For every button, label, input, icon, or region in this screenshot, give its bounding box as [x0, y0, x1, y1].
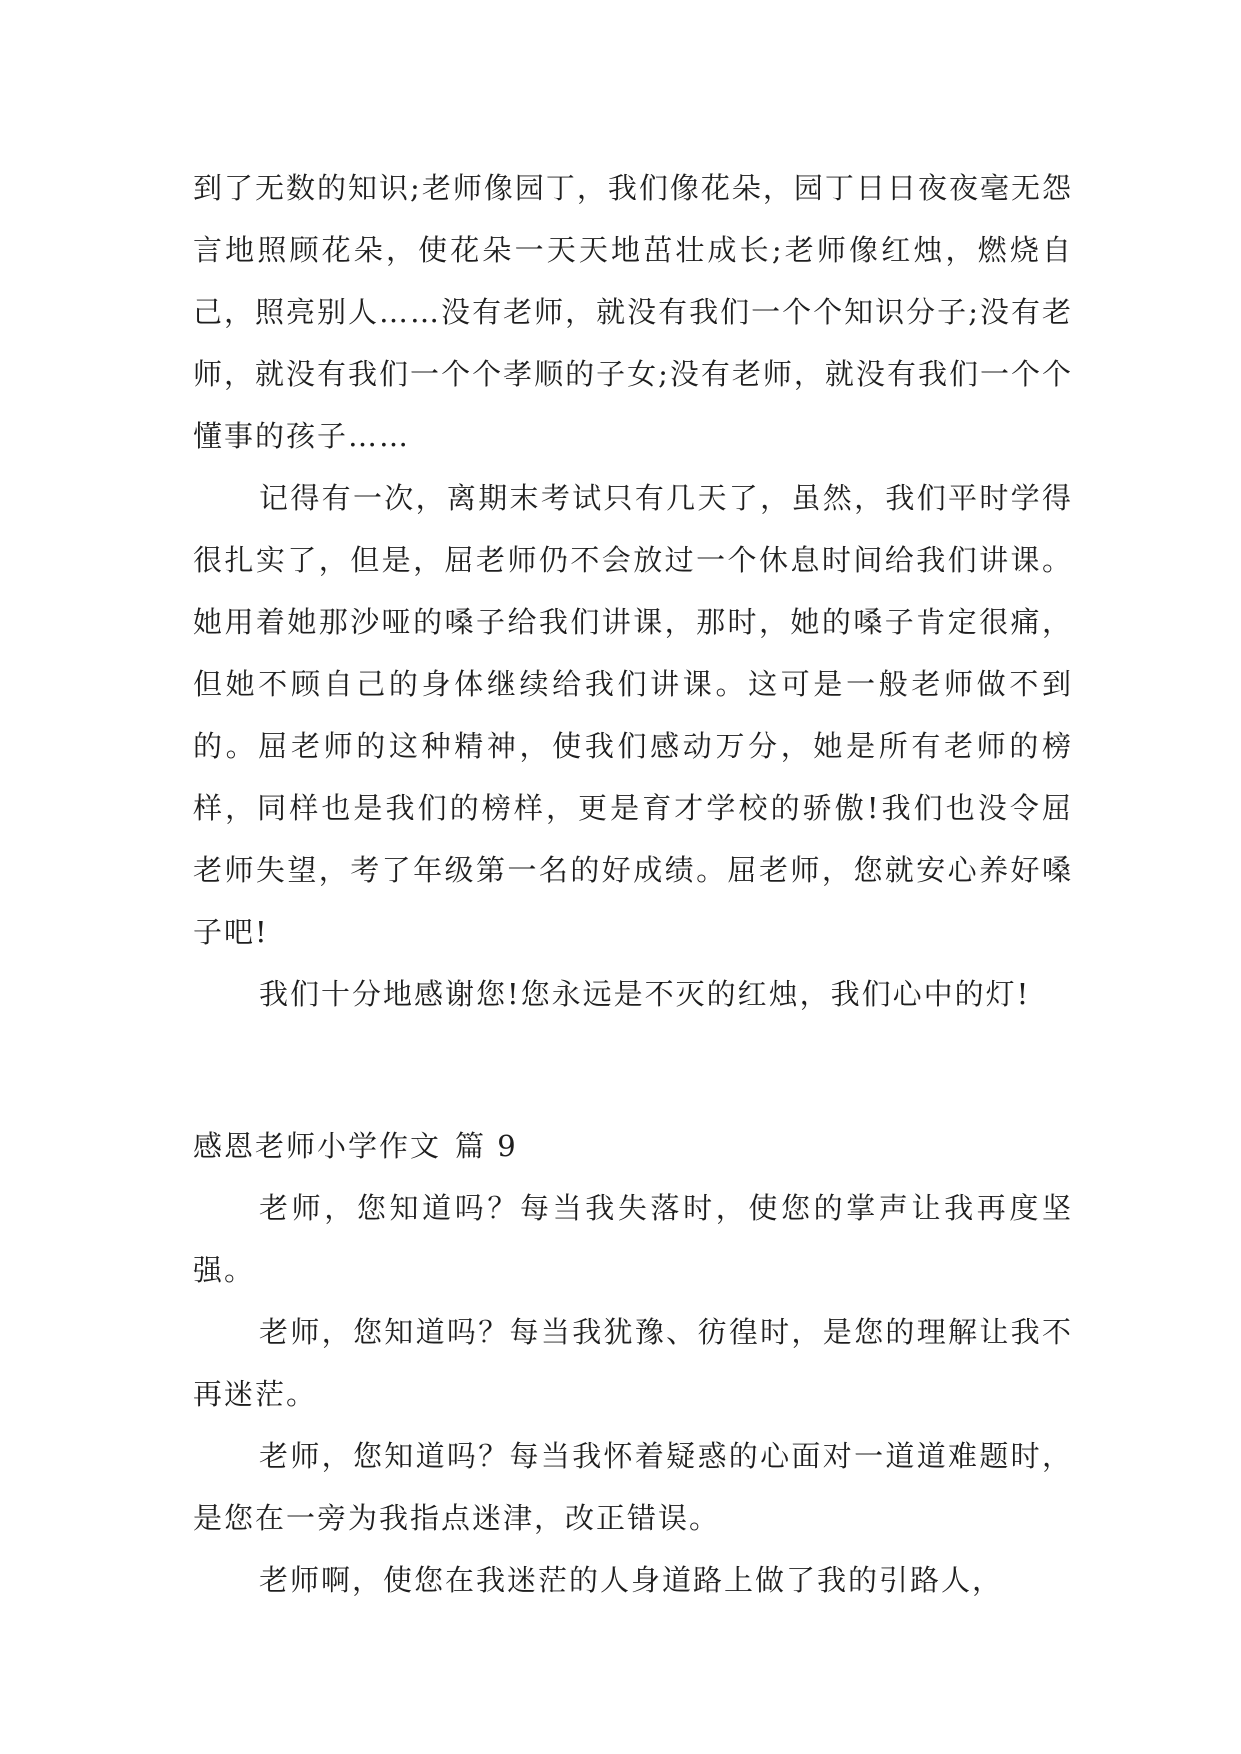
paragraph-section-4: 老师啊，使您在我迷茫的人身道路上做了我的引路人，	[259, 1563, 1004, 1597]
section-heading	[193, 1115, 1073, 1177]
paragraph-section-2: 老师，您知道吗？每当我犹豫、彷徨时，是您的理解让我不再迷茫。	[193, 1315, 1073, 1411]
paragraph-exam-story: 记得有一次，离期末考试只有几天了，虽然，我们平时学得很扎实了，但是，屈老师仍不会放过一个休息时间给我们讲课。她用着她那沙哑的嗓子给我们讲课，那时，她的嗓子肯定很痛，但她不顾自己的身体继续给我们讲课。这可是一般老师做不到的。屈老师的这种精神，使我们感动万分，她是所有老师的榜样，同样也是我们的榜样，更是育才学校的骄傲!我们也没令屈老师失望，考了年级第一名的好成绩。屈老师，您就安心养好嗓子吧!	[193, 481, 1073, 949]
paragraph-gratitude: 我们十分地感谢您!您永远是不灭的红烛，我们心中的灯!	[259, 977, 1031, 1011]
section-number: 篇 9	[455, 1129, 518, 1163]
paragraph-section-3: 老师，您知道吗？每当我怀着疑惑的心面对一道道难题时，是您在一旁为我指点迷津，改正错误。	[193, 1439, 1073, 1535]
section-title: 感恩老师小学作文	[193, 1129, 442, 1163]
paragraph-knowledge-continuation: 到了无数的知识;老师像园丁，我们像花朵，园丁日日夜夜毫无怨言地照顾花朵，使花朵一天天地茁壮成长;老师像红烛，燃烧自己，照亮别人……没有老师，就没有我们一个个知识分子;没有老师，就没有我们一个个孝顺的子女;没有老师，就没有我们一个个懂事的孩子……	[193, 171, 1073, 453]
paragraph-section-1: 老师，您知道吗？每当我失落时，使您的掌声让我再度坚强。	[193, 1191, 1073, 1287]
document-body	[193, 157, 1073, 1611]
